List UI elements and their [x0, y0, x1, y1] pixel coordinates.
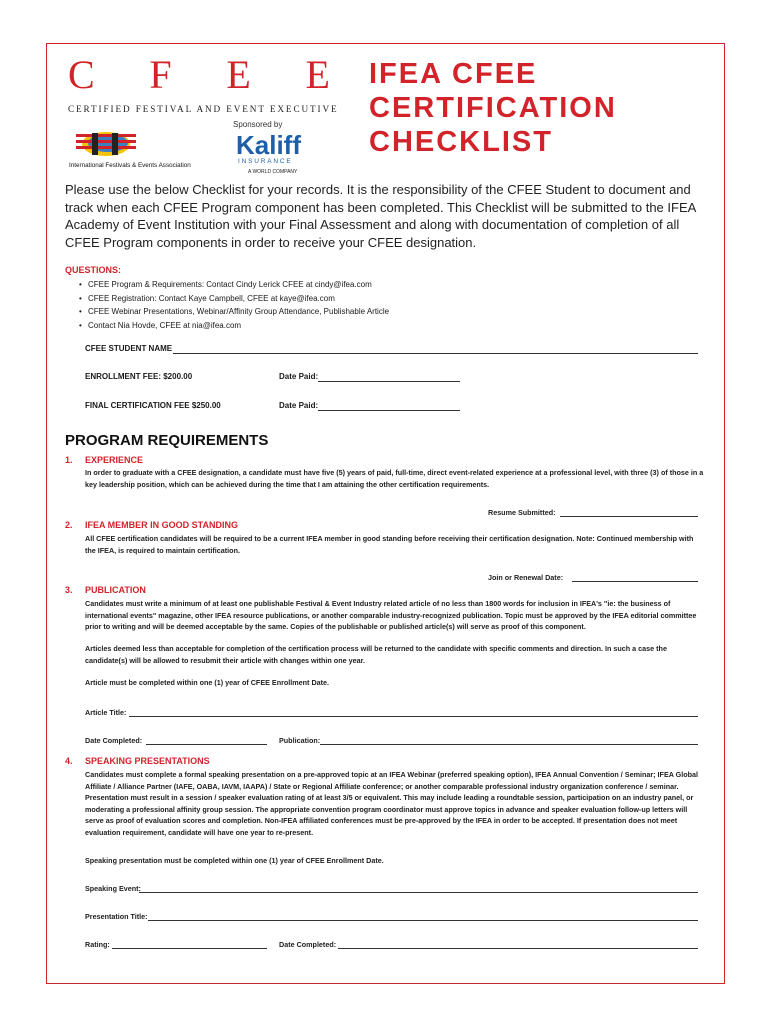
- join-renewal-date-field[interactable]: [572, 581, 698, 582]
- final-date-paid-field[interactable]: [318, 410, 460, 411]
- publication-field[interactable]: [320, 744, 698, 745]
- questions-list: [88, 278, 389, 332]
- list-item: • CFEE Webinar Presentations, Webinar/Affinity Group Attendance, Publishable Article: [88, 305, 389, 319]
- kaliff-tagline: A WORLD COMPANY: [248, 169, 298, 175]
- title-line-2: CERTIFICATION: [369, 92, 617, 124]
- section-2-number: 2.: [65, 520, 73, 530]
- title-line-3: CHECKLIST: [369, 126, 553, 158]
- section-3-text-3: Article must be completed within one (1) year of CFEE Enrollment Date.: [85, 678, 330, 687]
- presentation-title-field[interactable]: [148, 920, 698, 921]
- enrollment-fee-label: ENROLLMENT FEE: $200.00: [85, 372, 193, 381]
- program-requirements-heading: PROGRAM REQUIREMENTS: [65, 432, 269, 449]
- speaking-date-completed-label: Date Completed:: [279, 940, 337, 949]
- section-4-text-2: Speaking presentation must be completed within one (1) year of CFEE Enrollment Date.: [85, 856, 384, 865]
- presentation-title-label: Presentation Title:: [85, 912, 148, 921]
- title-line-1: IFEA CFEE: [369, 58, 538, 90]
- student-name-field[interactable]: [173, 353, 698, 354]
- logo-letter-c: C: [68, 52, 95, 97]
- article-date-completed-label: Date Completed:: [85, 736, 143, 745]
- speaking-event-field[interactable]: [139, 892, 698, 893]
- final-date-paid-label: Date Paid:: [279, 401, 319, 410]
- kaliff-logo: [232, 128, 312, 176]
- student-name-label: CFEE STUDENT NAME: [85, 344, 173, 353]
- logo-letter-e: E: [226, 52, 251, 97]
- kaliff-logo-name: Kaliff: [236, 130, 301, 160]
- section-1-title: EXPERIENCE: [85, 455, 144, 465]
- section-3-number: 3.: [65, 585, 73, 595]
- intro-paragraph: Please use the below Checklist for your records. It is the responsibility of the CFEE Student to document and track when each CFEE Program component has been completed. This Checklist will be submitted to the IFEA Academy of Event Institution with your Final Assessment and along with documentation of completion of all CFEE Program components in order to receive your CFEE designation.: [65, 182, 696, 250]
- section-1-text: In order to graduate with a CFEE designation, a candidate must have five (5) years of paid, full-time, direct event-related experience at a professional level, with three (3) of those in a key leadership position, which can be achieved during the time that I am attaining the other certification requirements.: [85, 468, 704, 489]
- section-4-text: Candidates must complete a formal speaking presentation on a pre-approved topic at an IFEA Webinar (preferred speaking option), IFEA Annual Convention / Seminar; IFEA Global Affiliate / Alliance Partner (IAFE, OABA, IAVM, IAAPA) / State or Regional Affiliate conference; or another comparable professional industry organization conference / seminar. Presentation must result in a session / speaker evaluation rating of at least 3/5 or equivalent. This may include leading a roundtable session, participation on an industry panel, or moderating a professional affinity group session. The appropriate convention program coordinator must approve topics in advance and speaker evaluation follow-up letters will serve as proof of evaluation scores and completion. Non-IFEA affiliated conferences must be pre-approved by the IFEA in order to be accepted. If presentation does not meet evaluation requirement, candidate will have one year to re-present.: [85, 770, 699, 837]
- section-3-text: Candidates must write a minimum of at least one publishable Festival & Event Industry related article of no less than 1800 words for inclusion in IFEA's "ie: the business of international events" magazine, other IFEA resource publications, or another comparable industry-recognized publication. Topic must be approved by the IFEA editorial committee prior to writing and will be deemed acceptable by the same. Copies of the publishable or published article(s) will serve as proof of this component.: [85, 599, 697, 632]
- list-item: • Contact Nia Hovde, CFEE at nia@ifea.com: [88, 319, 389, 333]
- section-2-title: IFEA MEMBER IN GOOD STANDING: [85, 520, 238, 530]
- section-4-title: SPEAKING PRESENTATIONS: [85, 756, 210, 766]
- rating-field[interactable]: [112, 948, 267, 949]
- questions-heading: QUESTIONS:: [65, 265, 122, 275]
- enrollment-date-paid-label: Date Paid:: [279, 372, 319, 381]
- resume-submitted-field[interactable]: [560, 516, 698, 517]
- section-4-number: 4.: [65, 756, 73, 766]
- section-3-title: PUBLICATION: [85, 585, 146, 595]
- ifea-logo-caption: International Festivals & Events Association: [69, 162, 191, 169]
- list-item: • CFEE Program & Requirements: Contact Cindy Lerick CFEE at cindy@ifea.com: [88, 278, 389, 292]
- article-date-completed-field[interactable]: [146, 744, 267, 745]
- resume-submitted-label: Resume Submitted:: [488, 508, 556, 517]
- cfee-subtitle: CERTIFIED FESTIVAL AND EVENT EXECUTIVE: [68, 104, 339, 114]
- section-3-text-2: Articles deemed less than acceptable for completion of the certification process will be returned to the candidate with specific comments and direction. In such a case the candidate(s) will be allowed to resubmit their article with changes within one year.: [85, 644, 667, 665]
- final-fee-label: FINAL CERTIFICATION FEE $250.00: [85, 401, 221, 410]
- sponsored-by: Sponsored by: [233, 120, 283, 129]
- section-1-number: 1.: [65, 455, 73, 465]
- ifea-logo: [68, 128, 223, 172]
- list-item: • CFEE Registration: Contact Kaye Campbell, CFEE at kaye@ifea.com: [88, 292, 389, 306]
- publication-label: Publication:: [279, 736, 321, 745]
- cfee-logo: [68, 52, 330, 97]
- rating-label: Rating:: [85, 940, 110, 949]
- speaking-date-completed-field[interactable]: [338, 948, 698, 949]
- page-title: [369, 57, 617, 159]
- kaliff-insurance-text: INSURANCE: [238, 158, 293, 165]
- section-2-text: All CFEE certification candidates will be required to be a current IFEA member in good standing before receiving their certification designation. Note: Continued membership with the IFEA, is required to maintain certification.: [85, 534, 694, 555]
- article-title-field[interactable]: [129, 716, 698, 717]
- join-renewal-date-label: Join or Renewal Date:: [488, 573, 564, 582]
- logo-letter-f: F: [149, 52, 172, 97]
- logo-letter-e2: E: [305, 52, 330, 97]
- enrollment-date-paid-field[interactable]: [318, 381, 460, 382]
- speaking-event-label: Speaking Event:: [85, 884, 141, 893]
- article-title-label: Article Title:: [85, 708, 127, 717]
